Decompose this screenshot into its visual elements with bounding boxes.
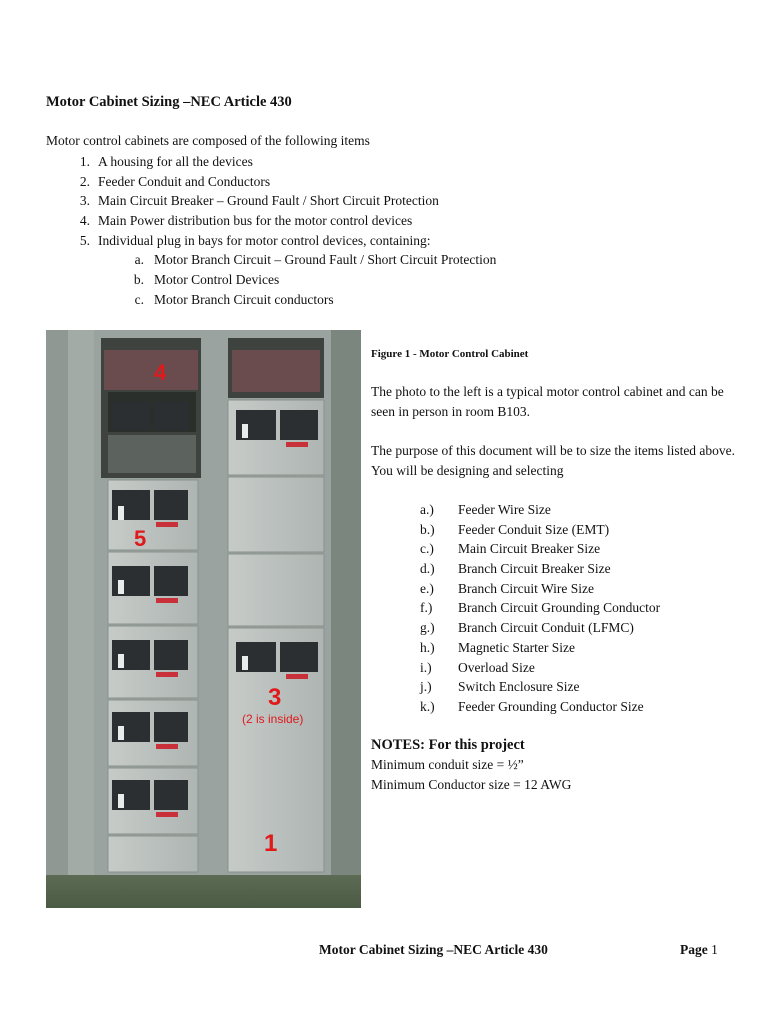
list-number: 4. <box>79 213 90 229</box>
photo-label-5: 5 <box>134 526 147 551</box>
list-text: Branch Circuit Grounding Conductor <box>458 600 661 616</box>
list-letter: e.) <box>420 580 434 596</box>
sub-list-item <box>46 270 496 290</box>
photo-label-4: 4 <box>154 360 167 385</box>
cabinet-illustration <box>46 330 361 908</box>
list-item <box>46 172 496 192</box>
list-item <box>46 211 496 231</box>
footer-page-number <box>680 942 718 958</box>
photo-label-3: 3 <box>268 684 282 711</box>
notes-heading: NOTES: For this project <box>371 737 525 753</box>
list-item <box>420 677 660 697</box>
sub-list-text: Motor Branch Circuit conductors <box>154 291 334 307</box>
sub-list-text: Motor Branch Circuit – Ground Fault / Short Circuit Protection <box>154 252 497 268</box>
list-text: Magnetic Starter Size <box>458 639 575 655</box>
motor-control-cabinet-photo <box>46 330 361 908</box>
list-item <box>420 500 660 520</box>
list-letter: a.) <box>420 502 434 517</box>
photo-label-1: 1 <box>264 830 278 857</box>
design-items-list <box>420 500 660 717</box>
components-list <box>46 152 496 310</box>
list-letter: b.) <box>420 521 435 537</box>
list-item <box>420 638 660 658</box>
list-text: Branch Circuit Conduit (LFMC) <box>458 620 634 636</box>
sub-list-letter: c. <box>134 291 144 307</box>
list-item <box>46 152 496 172</box>
list-text: Individual plug in bays for motor control devices, containing: <box>98 232 431 248</box>
list-letter: i.) <box>420 659 432 675</box>
sub-list-letter: a. <box>134 252 144 268</box>
note-min-conductor: Minimum Conductor size = 12 AWG <box>371 777 572 792</box>
list-letter: f.) <box>420 600 433 616</box>
list-text: Feeder Conduit Size (EMT) <box>458 521 610 537</box>
sub-list <box>46 250 496 309</box>
list-text: Branch Circuit Wire Size <box>458 580 595 596</box>
list-text: Main Power distribution bus for the motor control devices <box>98 213 413 229</box>
page-label: Page <box>680 942 708 957</box>
list-text: Feeder Grounding Conductor Size <box>458 698 644 714</box>
list-item <box>420 658 660 678</box>
note-min-conduit: Minimum conduit size = ½” <box>371 757 524 772</box>
list-text: Branch Circuit Breaker Size <box>458 561 611 577</box>
footer-title: Motor Cabinet Sizing –NEC Article 430 <box>319 942 548 957</box>
list-text: Overload Size <box>458 659 535 675</box>
list-text: Switch Enclosure Size <box>458 679 580 695</box>
paragraph-photo-description: The photo to the left is a typical motor control cabinet and can be seen in person in room B103. <box>371 384 724 419</box>
figure-caption: Figure 1 - Motor Control Cabinet <box>371 348 529 360</box>
document-title: Motor Cabinet Sizing –NEC Article 430 <box>46 94 292 110</box>
intro-text: Motor control cabinets are composed of the following items <box>46 133 370 148</box>
page-number: 1 <box>711 942 718 957</box>
sub-list-item <box>46 250 496 270</box>
photo-label-3-note: (2 is inside) <box>242 712 304 726</box>
list-item <box>420 697 660 717</box>
sub-list-text: Motor Control Devices <box>154 272 280 288</box>
list-number: 5. <box>79 232 90 248</box>
list-item <box>420 539 660 559</box>
list-item <box>46 231 496 251</box>
list-item <box>46 191 496 211</box>
list-number: 3. <box>79 193 90 209</box>
list-item <box>420 598 660 618</box>
list-item <box>420 618 660 638</box>
list-letter: h.) <box>420 639 435 655</box>
list-text: Feeder Wire Size <box>458 502 551 517</box>
list-number: 2. <box>79 173 90 189</box>
sublist-container <box>46 250 496 309</box>
list-letter: j.) <box>420 679 432 695</box>
list-letter: c.) <box>420 541 434 557</box>
list-letter: d.) <box>420 561 435 577</box>
list-text: Feeder Conduit and Conductors <box>98 173 271 189</box>
paragraph-purpose: The purpose of this document will be to size the items listed above. You will be designing and selecting <box>371 443 736 478</box>
sub-list-item <box>46 290 496 310</box>
list-item <box>420 559 660 579</box>
list-letter: g.) <box>420 620 435 636</box>
list-item <box>420 579 660 599</box>
list-number: 1. <box>79 154 90 169</box>
sub-list-letter: b. <box>133 272 144 288</box>
list-text: A housing for all the devices <box>98 154 253 169</box>
list-item <box>420 520 660 540</box>
list-text: Main Circuit Breaker Size <box>458 541 601 557</box>
list-text: Main Circuit Breaker – Ground Fault / Short Circuit Protection <box>98 193 439 209</box>
list-letter: k.) <box>420 698 435 714</box>
